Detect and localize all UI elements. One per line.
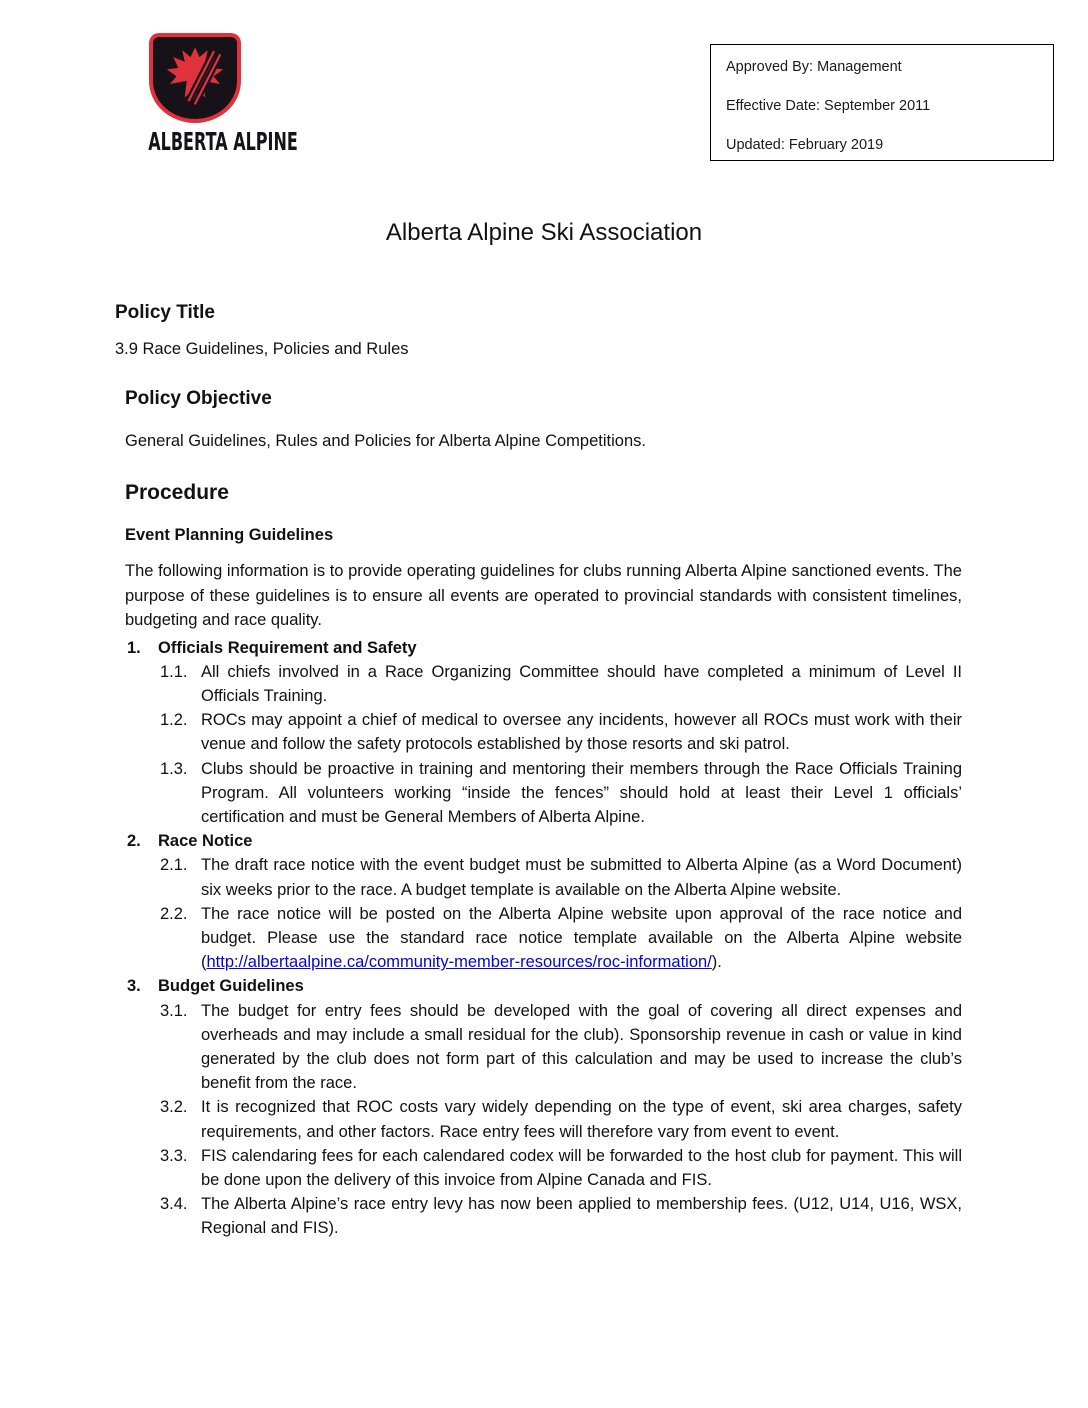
roc-information-link[interactable]: http://albertaalpine.ca/community-member-resources/roc-information/ xyxy=(206,953,712,972)
text-before-link: The race notice will be posted on the Alberta Alpine website upon approval of the race notice and budget. Please use the standard race notice template available on the Alberta Alpine website ( xyxy=(201,904,962,972)
list-number: 3.4. xyxy=(160,1195,188,1214)
policy-objective-heading: Policy Objective xyxy=(125,387,272,409)
list-subitem xyxy=(160,999,962,1096)
policy-objective-text: General Guidelines, Rules and Policies for Alberta Alpine Competitions. xyxy=(125,431,646,450)
list-text: The budget for entry fees should be developed with the goal of covering all direct expenses and overheads and may include a small residual for the club). Sponsorship revenue in cash or value in kind generated by the club does not form part of this calculation and may be used to increase the club’s benefit from the race. xyxy=(201,1001,962,1093)
list-text xyxy=(201,902,962,975)
logo-shield xyxy=(149,33,241,123)
list-subitem xyxy=(160,1095,962,1143)
text-after-link: ). xyxy=(711,953,722,972)
event-planning-subheading: Event Planning Guidelines xyxy=(125,526,334,544)
list-subitem xyxy=(160,1144,962,1192)
list-number: 1.1. xyxy=(160,662,188,681)
list-number: 2.2. xyxy=(160,904,188,923)
list-title: Budget Guidelines xyxy=(158,977,304,996)
list-text: FIS calendaring fees for each calendared codex will be forwarded to the host club for payment. This will be done upon the delivery of this invoice from Alpine Canada and FIS. xyxy=(201,1146,962,1189)
list-number: 2. xyxy=(127,832,141,851)
page-header xyxy=(0,0,1088,170)
list-subitem xyxy=(160,853,962,901)
document-title: Alberta Alpine Ski Association xyxy=(385,219,703,246)
list-text: The Alberta Alpine’s race entry levy has now been applied to membership fees. (U12, U14, U16, WSX, Regional and FIS). xyxy=(201,1195,962,1238)
updated-date: Updated: February 2019 xyxy=(726,137,884,153)
procedure-list xyxy=(127,636,962,1241)
list-number: 1. xyxy=(127,638,141,657)
list-text: The draft race notice with the event budget must be submitted to Alberta Alpine (as a Word Document) six weeks prior to the race. A budget template is available on the Alberta Alpine website. xyxy=(201,856,962,899)
list-number: 3.3. xyxy=(160,1146,188,1165)
list-subitem xyxy=(160,660,962,708)
list-item xyxy=(127,974,962,998)
list-number: 3.1. xyxy=(160,1001,188,1020)
list-number: 1.2. xyxy=(160,711,188,730)
list-number: 3.2. xyxy=(160,1098,188,1117)
document-body xyxy=(0,300,1088,1241)
effective-date: Effective Date: September 2011 xyxy=(726,98,931,114)
list-item xyxy=(127,636,962,660)
alberta-alpine-logo xyxy=(122,33,298,156)
approved-by: Approved By: Management xyxy=(726,59,902,75)
list-number: 2.1. xyxy=(160,856,188,875)
list-number: 3. xyxy=(127,977,141,996)
list-subitem xyxy=(160,902,962,975)
procedure-intro: The following information is to provide operating guidelines for clubs running Alberta Alpine sanctioned events. The purpose of these guidelines is to ensure all events are operated to provincial standards with consistent timelines, budgeting and race quality. xyxy=(125,562,962,629)
procedure-heading: Procedure xyxy=(125,481,229,504)
list-title: Officials Requirement and Safety xyxy=(158,638,417,657)
list-item xyxy=(127,829,962,853)
policy-title-text: 3.9 Race Guidelines, Policies and Rules xyxy=(115,340,409,358)
list-subitem xyxy=(160,1192,962,1240)
approval-box xyxy=(710,44,1054,161)
list-title: Race Notice xyxy=(158,832,253,851)
list-subitem xyxy=(160,708,962,756)
list-number: 1.3. xyxy=(160,759,188,778)
list-text: It is recognized that ROC costs vary widely depending on the type of event, ski area charges, safety requirements, and other factors. Race entry fees will therefore vary from event to event. xyxy=(201,1098,962,1141)
logo-wordmark: ALBERTA ALPINE xyxy=(148,127,298,156)
maple-leaf-ski-icon xyxy=(163,45,227,109)
list-subitem xyxy=(160,757,962,830)
list-text: Clubs should be proactive in training and mentoring their members through the Race Officials Training Program. All volunteers working “inside the fences” should hold at least their Level 1 officials’ certification and must be General Members of Alberta Alpine. xyxy=(201,759,962,826)
list-text: ROCs may appoint a chief of medical to oversee any incidents, however all ROCs must work with their venue and follow the safety protocols established by those resorts and ski patrol. xyxy=(201,711,962,754)
list-text: All chiefs involved in a Race Organizing Committee should have completed a minimum of Level II Officials Training. xyxy=(201,662,962,705)
policy-title-heading: Policy Title xyxy=(115,302,215,323)
